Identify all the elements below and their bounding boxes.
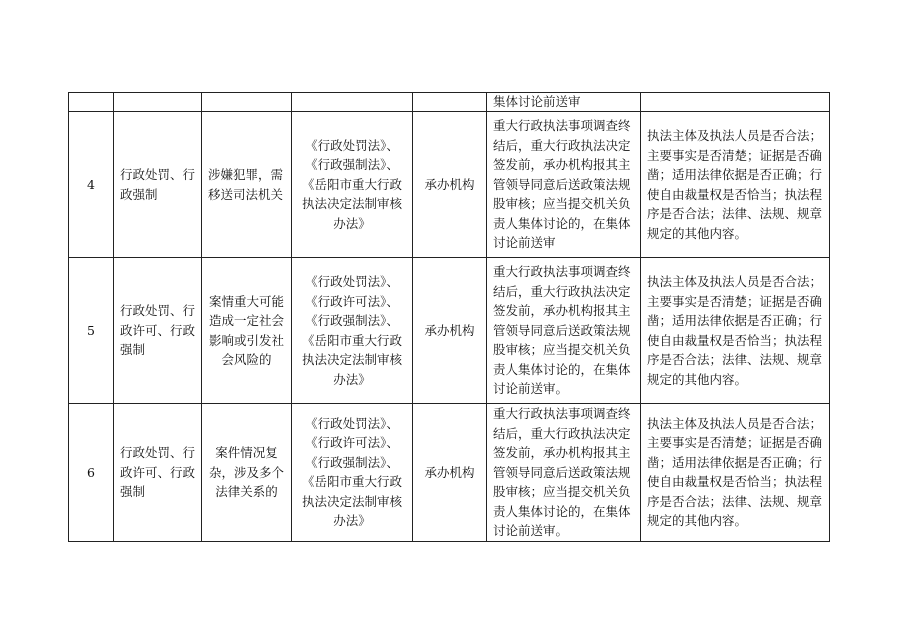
table-cell bbox=[641, 93, 830, 112]
case-type-cell: 行政处罚、行政强制 bbox=[114, 112, 202, 258]
table-cell bbox=[202, 93, 292, 112]
table-continuation-row bbox=[69, 93, 830, 112]
situation-cell: 案情重大可能造成一定社会影响或引发社会风险的 bbox=[202, 258, 292, 404]
table-cell bbox=[292, 93, 413, 112]
procedure-cell: 重大行政执法事项调查终结后，重大行政执法决定签发前，承办机构报其主管领导同意后送政策法规股审核；应当提交机关负责人集体讨论的，在集体讨论前送审 bbox=[487, 112, 641, 258]
review-items-table bbox=[68, 92, 830, 542]
case-type-cell: 行政处罚、行政许可、行政强制 bbox=[114, 258, 202, 404]
procedure-text: 集体讨论前送审 bbox=[493, 94, 581, 109]
procedure-cell bbox=[487, 93, 641, 112]
table-row bbox=[69, 258, 830, 404]
legal-basis-cell: 《行政处罚法》、《行政许可法》、《行政强制法》、《岳阳市重大行政执法决定法制审核办法》 bbox=[292, 258, 413, 404]
situation-cell: 案件情况复杂，涉及多个法律关系的 bbox=[202, 404, 292, 542]
department-cell: 承办机构 bbox=[413, 112, 487, 258]
case-type-cell: 行政处罚、行政许可、行政强制 bbox=[114, 404, 202, 542]
table-row bbox=[69, 404, 830, 542]
row-number: 5 bbox=[69, 258, 114, 404]
legal-basis-cell: 《行政处罚法》、《行政许可法》、《行政强制法》、《岳阳市重大行政执法决定法制审核办法》 bbox=[292, 404, 413, 542]
row-number: 4 bbox=[69, 112, 114, 258]
table-row bbox=[69, 112, 830, 258]
review-content-cell: 执法主体及执法人员是否合法；主要事实是否清楚；证据是否确凿；适用法律依据是否正确；行使自由裁量权是否恰当；执法程序是否合法；法律、法规、规章规定的其他内容。 bbox=[641, 112, 830, 258]
review-content-cell: 执法主体及执法人员是否合法；主要事实是否清楚；证据是否确凿；适用法律依据是否正确；行使自由裁量权是否恰当；执法程序是否合法；法律、法规、规章规定的其他内容。 bbox=[641, 404, 830, 542]
procedure-cell: 重大行政执法事项调查终结后，重大行政执法决定签发前，承办机构报其主管领导同意后送政策法规股审核；应当提交机关负责人集体讨论的，在集体讨论前送审。 bbox=[487, 258, 641, 404]
procedure-cell: 重大行政执法事项调查终结后，重大行政执法决定签发前，承办机构报其主管领导同意后送政策法规股审核；应当提交机关负责人集体讨论的，在集体讨论前送审。 bbox=[487, 404, 641, 542]
department-cell: 承办机构 bbox=[413, 404, 487, 542]
legal-basis-cell: 《行政处罚法》、《行政强制法》、《岳阳市重大行政执法决定法制审核办法》 bbox=[292, 112, 413, 258]
department-cell: 承办机构 bbox=[413, 258, 487, 404]
review-content-cell: 执法主体及执法人员是否合法；主要事实是否清楚；证据是否确凿；适用法律依据是否正确；行使自由裁量权是否恰当；执法程序是否合法；法律、法规、规章规定的其他内容。 bbox=[641, 258, 830, 404]
row-number: 6 bbox=[69, 404, 114, 542]
table-cell bbox=[69, 93, 114, 112]
table-cell bbox=[413, 93, 487, 112]
table-cell bbox=[114, 93, 202, 112]
situation-cell: 涉嫌犯罪，需移送司法机关 bbox=[202, 112, 292, 258]
